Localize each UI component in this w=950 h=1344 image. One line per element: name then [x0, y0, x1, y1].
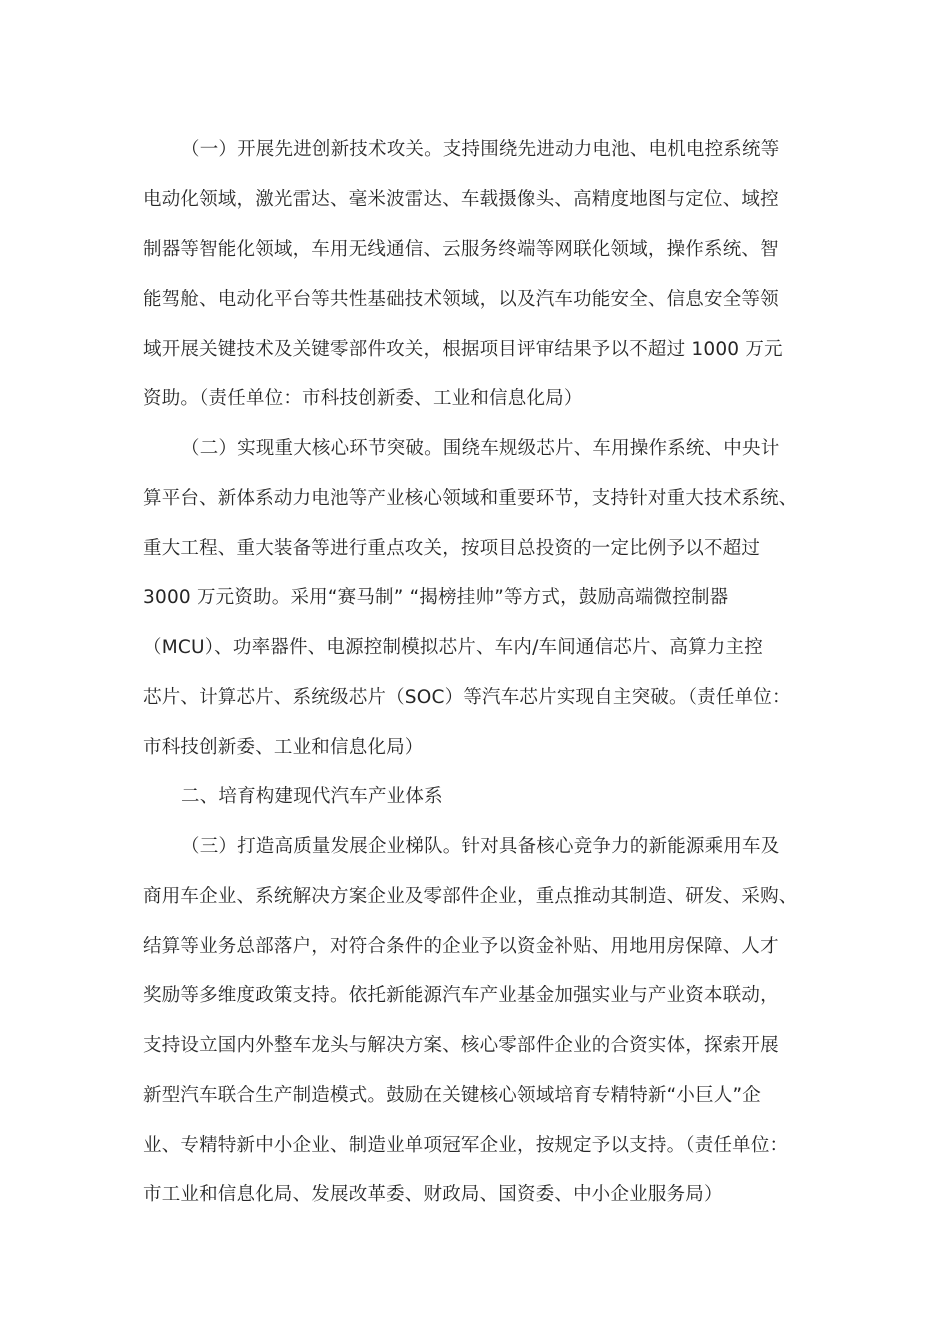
paragraph-3-line-4: 奖励等多维度政策支持。依托新能源汽车产业基金加强实业与产业资本联动，: [143, 985, 779, 1006]
paragraph-2-line-7: 市科技创新委、工业和信息化局）: [143, 737, 424, 758]
paragraph-1-line-4: 能驾舱、电动化平台等共性基础技术领域，以及汽车功能安全、信息安全等领: [143, 289, 779, 310]
paragraph-2-line-5: （MCU）、功率器件、电源控制模拟芯片、车内/车间通信芯片、高算力主控: [143, 637, 763, 658]
paragraph-2-line-6: 芯片、计算芯片、系统级芯片（SOC）等汽车芯片实现自主突破。（责任单位：: [143, 687, 791, 708]
paragraph-2-line-3: 重大工程、重大装备等进行重点攻关，按项目总投资的一定比例予以不超过: [143, 538, 761, 559]
paragraph-2-line-1: （二）实现重大核心环节突破。围绕车规级芯片、车用操作系统、中央计: [181, 438, 780, 459]
paragraph-1-line-2: 电动化领域，激光雷达、毫米波雷达、车载摄像头、高精度地图与定位、域控: [143, 189, 779, 210]
paragraph-1-line-3: 制器等智能化领域，车用无线通信、云服务终端等网联化领域，操作系统、智: [143, 239, 779, 260]
paragraph-3-line-7: 业、专精特新中小企业、制造业单项冠军企业，按规定予以支持。（责任单位：: [143, 1135, 789, 1156]
paragraph-3-line-6: 新型汽车联合生产制造模式。鼓励在关键核心领域培育专精特新“小巨人”企: [143, 1085, 761, 1106]
paragraph-2-line-4: 3000 万元资助。采用“赛马制” “揭榜挂帅”等方式，鼓励高端微控制器: [143, 587, 729, 608]
paragraph-3-line-5: 支持设立国内外整车龙头与解决方案、核心零部件企业的合资实体，探索开展: [143, 1035, 779, 1056]
paragraph-3-line-1: （三）打造高质量发展企业梯队。针对具备核心竞争力的新能源乘用车及: [181, 836, 780, 857]
paragraph-2-line-2: 算平台、新体系动力电池等产业核心领域和重要环节，支持针对重大技术系统、: [143, 488, 798, 509]
paragraph-3-line-2: 商用车企业、系统解决方案企业及零部件企业，重点推动其制造、研发、采购、: [143, 886, 798, 907]
paragraph-1-line-6: 资助。（责任单位：市科技创新委、工业和信息化局）: [143, 388, 583, 409]
paragraph-3-line-3: 结算等业务总部落户，对符合条件的企业予以资金补贴、用地用房保障、人才: [143, 936, 779, 957]
section-heading: 二、培育构建现代汽车产业体系: [181, 786, 443, 807]
paragraph-1-line-1: （一）开展先进创新技术攻关。支持围绕先进动力电池、电机电控系统等: [181, 139, 780, 160]
paragraph-1-line-5: 域开展关键技术及关键零部件攻关，根据项目评审结果予以不超过 1000 万元: [143, 339, 783, 360]
paragraph-3-line-8: 市工业和信息化局、发展改革委、财政局、国资委、中小企业服务局）: [143, 1184, 723, 1205]
